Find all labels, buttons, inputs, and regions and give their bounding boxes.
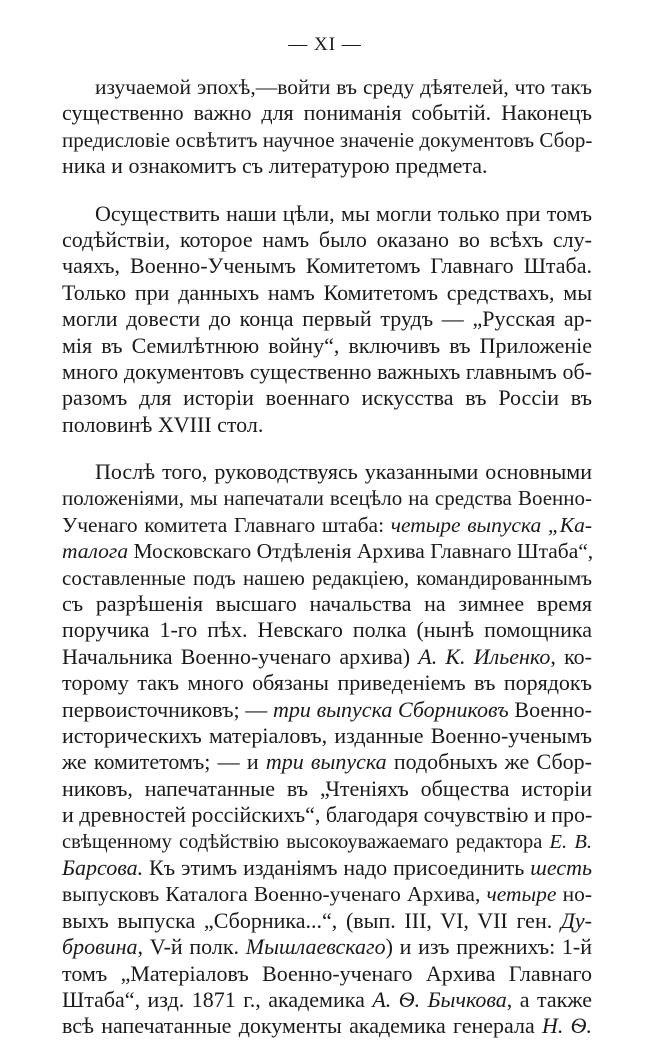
italic-text: четыре <box>486 882 557 907</box>
text-line <box>62 538 592 564</box>
text-line <box>62 644 592 670</box>
italic-text: три выпуска Сборниковъ <box>273 696 509 722</box>
text-run: положеніями, мы напечатали всецѣло на средства Военно- <box>62 486 592 511</box>
italic-text: А. Ѳ. Бычкова <box>372 986 507 1012</box>
page-number: — XI — <box>288 34 362 55</box>
text-run: торому такъ много обязаны приведеніемъ въ порядокъ <box>62 670 592 696</box>
text-line <box>62 1013 592 1039</box>
text-run: Штаба“, изд. 1871 г., академика <box>62 986 373 1012</box>
italic-text: Е. В. <box>549 830 593 853</box>
text-run: никовъ, напечатанные въ „Чтеніяхъ общества исторіи <box>62 775 592 801</box>
text-line <box>62 459 592 485</box>
text-line <box>62 855 592 881</box>
text-run: разомъ для исторіи военнаго искусства въ Россіи въ <box>62 385 592 411</box>
italic-text: А. К. Ильенко <box>418 643 551 669</box>
text-run: Къ этимъ изданіямъ надо присоединить <box>143 854 531 880</box>
text-run: первоисточниковъ; — <box>62 696 273 722</box>
text-line <box>62 723 592 749</box>
text-run: содѣйствіи, которое намъ было оказано во всѣхъ слу- <box>62 226 592 252</box>
text-run: же комитетомъ; — и <box>62 749 266 775</box>
text-line <box>62 280 592 306</box>
text-run: поручика 1-го пѣх. Невскаго полка (нынѣ помощника <box>62 617 592 643</box>
text-run: составленные подъ нашею редакціею, командированнымъ <box>62 565 592 590</box>
text-line <box>62 153 592 179</box>
text-run: и древностей россійскихъ“, благодаря сочувствію и про- <box>62 802 593 828</box>
text-run: Военно- <box>508 696 592 722</box>
text-line <box>62 227 592 253</box>
text-line <box>62 670 592 696</box>
text-run: существенно важно для пониманія событій. Наконецъ <box>62 100 592 126</box>
italic-text: шесть <box>530 854 592 880</box>
text-run: предисловіе освѣтитъ научное значеніе документовъ Сбор- <box>62 127 593 152</box>
body-text <box>62 74 592 1061</box>
text-line <box>62 565 592 591</box>
text-run: Осуществить наши цѣли, мы могли только при томъ <box>95 200 592 226</box>
italic-text: Н. Ѳ. <box>541 1013 592 1039</box>
italic-text: талога <box>62 539 129 564</box>
text-line <box>62 253 592 279</box>
text-run: ) и изъ прежнихъ: 1-й <box>385 934 592 960</box>
text-line <box>62 881 592 907</box>
text-run: Московскаго Отдѣленія Архива Главнаго Штаба“, <box>128 539 594 564</box>
text-run: всѣ напечатанные документы академика генерала <box>62 1013 542 1039</box>
text-run: чаяхъ, Военно-Ученымъ Комитетомъ Главнаго Штаба. <box>62 253 592 279</box>
text-run: Ученаго комитета Главнаго штаба: <box>62 512 391 537</box>
text-run: томъ „Матеріаловъ Военно-ученаго Архива Главнаго <box>62 960 592 986</box>
italic-text: Барсова. <box>62 854 144 880</box>
text-run: много документовъ существенно важныхъ главнымъ об- <box>62 358 592 384</box>
italic-text: четыре выпуска „Ка- <box>390 512 592 537</box>
italic-text: Ду- <box>560 907 592 933</box>
text-line <box>62 908 592 934</box>
paragraph <box>62 459 592 1040</box>
text-line <box>62 987 592 1013</box>
text-line <box>62 591 592 617</box>
text-run: выпусковъ Каталога Военно-ученаго Архива, <box>62 882 487 907</box>
text-line <box>62 697 592 723</box>
text-line <box>62 74 592 100</box>
text-run: Только при данныхъ намъ Комитетомъ средствахъ, мы <box>62 279 592 305</box>
text-line <box>62 749 592 775</box>
text-line <box>62 127 592 153</box>
text-line <box>62 802 592 828</box>
text-run: половинѣ XVIII стол. <box>62 411 264 437</box>
text-line <box>62 617 592 643</box>
italic-text: бровина <box>62 934 138 960</box>
text-line <box>62 359 592 385</box>
text-line <box>62 934 592 960</box>
italic-text: Мышлаевскаго <box>245 934 386 960</box>
text-run: Начальника Военно-ученаго архива) <box>62 643 419 669</box>
text-line <box>62 201 592 227</box>
text-line <box>62 333 592 359</box>
text-run: съ разрѣшенія высшаго начальства на зимнее время <box>62 591 592 617</box>
text-run: ника и ознакомитъ съ литературою предмета. <box>62 153 488 179</box>
text-line <box>62 412 592 438</box>
text-line <box>62 485 592 511</box>
text-run: выхъ выпуска „Сборника...“, (вып. III, VI, VII ген. <box>62 907 561 933</box>
text-line <box>62 829 592 855</box>
text-run: подобныхъ же Сбор- <box>386 749 592 775</box>
paragraph <box>62 74 592 180</box>
paragraph <box>62 201 592 439</box>
text-run: но- <box>556 882 592 907</box>
text-line <box>62 776 592 802</box>
text-line <box>62 100 592 126</box>
text-run: , ко- <box>550 643 593 669</box>
italic-text: три выпуска <box>265 749 387 775</box>
text-run: историческихъ матеріаловъ, изданные Военно-ученымъ <box>62 722 592 748</box>
text-line <box>62 512 592 538</box>
text-line <box>62 306 592 332</box>
text-run: изучаемой эпохѣ,—войти въ среду дѣятелей, что такъ <box>95 75 592 99</box>
text-run: могли довести до конца первый трудъ — „Русская ар- <box>62 306 592 332</box>
text-run: , а также <box>506 986 592 1012</box>
text-run: Послѣ того, руководствуясь указанными основными <box>95 459 592 485</box>
text-run: свѣщенному содѣйствію высокоуважаемаго редактора <box>62 830 550 853</box>
text-line <box>62 961 592 987</box>
text-run: , V-й полк. <box>137 934 246 960</box>
text-run: мія въ Семилѣтнюю войну“, включивъ въ Приложеніе <box>62 332 592 358</box>
text-line <box>62 385 592 411</box>
